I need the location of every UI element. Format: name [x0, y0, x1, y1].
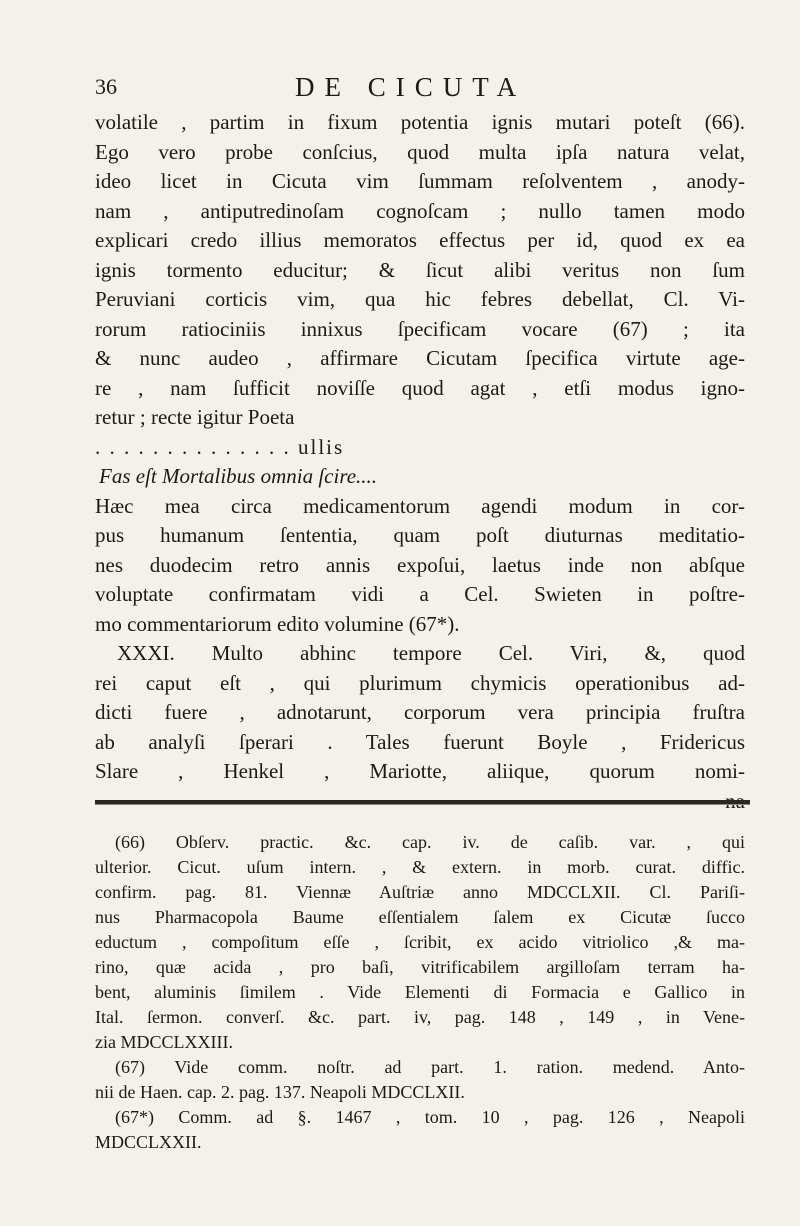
text-line: Hæc mea circa medicamentorum agendi modum in cor- — [95, 493, 745, 518]
text-line: retur ; recte igitur Poeta — [95, 405, 295, 429]
text-line: rei caput eſt , qui plurimum chymicis operationibus ad- — [95, 670, 745, 695]
running-title: DE CICUTA — [295, 72, 527, 102]
footnote-line: nii de Haen. cap. 2. pag. 137. Neapoli MDCCLXII. — [95, 1082, 465, 1102]
footnote-line: (66) Obſerv. practic. &c. cap. iv. de caſib. var. , qui — [115, 832, 745, 852]
text-line: nam , antiputredinoſam cognoſcam ; nullo tamen modo — [95, 198, 745, 223]
text-line: & nunc audeo , affirmare Cicutam ſpecifica virtute age- — [95, 346, 745, 370]
text-line: ideo licet in Cicuta vim ſummam reſolventem , anody- — [95, 169, 745, 193]
text-line: volatile , partim in fixum potentia ignis mutari poteſt (66). — [95, 110, 745, 134]
text-line: Ego vero probe conſcius, quod multa ipſa natura velat, — [95, 139, 745, 164]
text-line: rorum ratiociniis innixus ſpecificam vocare (67) ; ita — [95, 316, 745, 341]
ellipsis-line: . . . . . . . . . . . . . . ullis — [95, 434, 345, 459]
text-line: ignis tormento educitur; & ſicut alibi veritus non ſum — [95, 257, 745, 282]
footnote-line: rino, quæ acida , pro baſi, vitrificabilem argilloſam terram ha- — [95, 957, 745, 977]
footnote-rule — [95, 800, 750, 805]
page-header — [95, 72, 745, 112]
quote-line: Fas eſt Mortalibus omnia ſcire.... — [99, 464, 378, 488]
footnote-line: nus Pharmacopola Baume eſſentialem ſalem ex Cicutæ ſucco — [95, 907, 745, 927]
page-number: 36 — [95, 74, 117, 99]
text-line: ab analyſi ſperari . Tales fuerunt Boyle , Fridericus — [95, 729, 745, 754]
footnote-line: (67) Vide comm. noſtr. ad part. 1. ration. medend. Anto- — [115, 1057, 745, 1077]
text-line: dicti fuere , adnotarunt, corporum vera principia fruſtra — [95, 700, 745, 724]
main-text — [95, 108, 745, 816]
section-start-line: XXXI. Multo abhinc tempore Cel. Viri, &, quod — [117, 641, 745, 665]
text-line: voluptate confirmatam vidi a Cel. Swieten in poſtre- — [95, 582, 745, 606]
footnote-line: zia MDCCLXXIII. — [95, 1032, 233, 1052]
footnote-line: confirm. pag. 81. Viennæ Auſtriæ anno MDCCLXII. Cl. Pariſi- — [95, 882, 745, 902]
footnote-line: (67*) Comm. ad §. 1467 , tom. 10 , pag. 126 , Neapoli — [115, 1107, 745, 1127]
footnotes — [95, 830, 745, 1155]
text-line: mo commentariorum edito volumine (67*). — [95, 611, 460, 636]
text-line: explicari credo illius memoratos effectus per id, quod ex ea — [95, 228, 745, 252]
text-line: pus humanum ſententia, quam poſt diuturnas meditatio- — [95, 523, 745, 547]
footnote-line: MDCCLXXII. — [95, 1132, 202, 1152]
footnote-line: ulterior. Cicut. uſum intern. , & extern. in morb. curat. diffic. — [95, 857, 745, 877]
text-line: re , nam ſufficit noviſſe quod agat , etſi modus igno- — [95, 375, 745, 400]
text-line: Peruviani corticis vim, qua hic febres debellat, Cl. Vi- — [95, 287, 745, 311]
text-line: nes duodecim retro annis expoſui, laetus inde non abſque — [95, 552, 745, 577]
footnote-line: Ital. ſermon. converſ. &c. part. iv, pag. 148 , 149 , in Vene- — [95, 1007, 745, 1027]
footnote-line: bent, aluminis ſimilem . Vide Elementi di Formacia e Gallico in — [95, 982, 745, 1002]
text-line: Slare , Henkel , Mariotte, aliique, quorum nomi- — [95, 759, 745, 783]
footnote-line: eductum , compoſitum eſſe , ſcribit, ex acido vitriolico ,& ma- — [95, 932, 745, 952]
